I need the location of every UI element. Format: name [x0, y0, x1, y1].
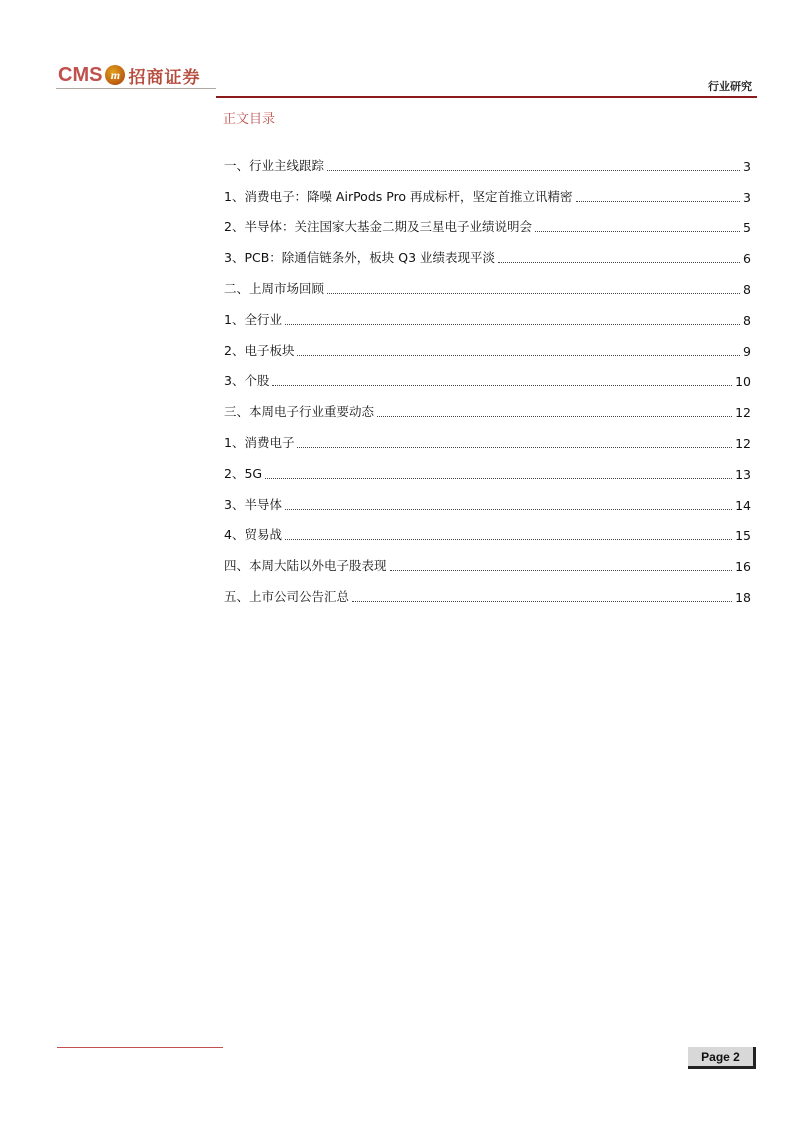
toc-entry[interactable] — [224, 174, 751, 205]
toc-entry-page: 12 — [735, 435, 751, 451]
toc-leader-dots — [327, 292, 740, 294]
toc-entry-label: 3、半导体 — [224, 496, 282, 512]
toc-leader-dots — [576, 200, 740, 202]
toc-entry-label: 1、消费电子：降噪 AirPods Pro 再成标杆，坚定首推立讯精密 — [224, 188, 573, 204]
toc-leader-dots — [390, 569, 733, 571]
toc-entry[interactable] — [224, 266, 751, 297]
toc-entry-page: 13 — [735, 466, 751, 482]
toc-entry-label: 2、半导体：关注国家大基金二期及三星电子业绩说明会 — [224, 219, 532, 235]
toc-leader-dots — [377, 415, 732, 417]
toc-entry-page: 6 — [743, 251, 751, 267]
company-logo — [58, 62, 200, 88]
toc-entry-label: 三、本周电子行业重要动态 — [224, 404, 375, 420]
toc-entry-label: 四、本周大陆以外电子股表现 — [224, 558, 387, 574]
toc-entry[interactable] — [224, 235, 751, 266]
toc-entry[interactable] — [224, 420, 751, 451]
toc-entry-page: 10 — [735, 374, 751, 390]
toc-entry-page: 16 — [735, 559, 751, 575]
toc-title: 正文目录 — [223, 112, 276, 127]
toc-leader-dots — [297, 446, 732, 448]
toc-entry[interactable] — [224, 143, 751, 174]
toc-entry[interactable] — [224, 297, 751, 328]
toc-entry-page: 15 — [735, 528, 751, 544]
toc-leader-dots — [285, 508, 732, 510]
toc-entry[interactable] — [224, 482, 751, 513]
toc-entry-label: 4、贸易战 — [224, 527, 282, 543]
toc-entry-page: 5 — [743, 220, 751, 236]
toc-entry-label: 一、行业主线跟踪 — [224, 157, 325, 173]
toc-entry-label: 1、全行业 — [224, 311, 282, 327]
table-of-contents — [224, 143, 751, 605]
toc-leader-dots — [297, 354, 740, 356]
toc-leader-dots — [265, 477, 732, 479]
toc-entry[interactable] — [224, 389, 751, 420]
toc-entry[interactable] — [224, 574, 751, 605]
toc-entry-page: 12 — [735, 405, 751, 421]
toc-entry-page: 8 — [743, 281, 751, 297]
toc-entry[interactable] — [224, 359, 751, 390]
toc-leader-dots — [285, 323, 740, 325]
header-divider-red — [216, 96, 757, 98]
toc-entry[interactable] — [224, 513, 751, 544]
toc-entry-label: 二、上周市场回顾 — [224, 280, 325, 296]
logo-cms-text: CMS — [58, 63, 103, 86]
logo-badge-icon: m — [105, 65, 125, 85]
toc-entry-page: 3 — [743, 158, 751, 174]
toc-entry-page: 18 — [735, 589, 751, 605]
toc-leader-dots — [535, 230, 740, 232]
toc-entry-page: 9 — [743, 343, 751, 359]
toc-leader-dots — [272, 384, 732, 386]
toc-leader-dots — [327, 169, 740, 171]
toc-entry[interactable] — [224, 543, 751, 574]
toc-entry-page: 14 — [735, 497, 751, 513]
toc-entry-label: 3、个股 — [224, 373, 270, 389]
header-divider-gray — [56, 88, 216, 89]
toc-entry[interactable] — [224, 205, 751, 236]
toc-entry-page: 3 — [743, 189, 751, 205]
logo-chinese-name: 招商证券 — [128, 67, 201, 88]
toc-entry-label: 3、PCB：除通信链条外，板块 Q3 业绩表现平淡 — [224, 250, 496, 266]
toc-entry-label: 2、5G — [224, 465, 263, 481]
toc-entry-label: 1、消费电子 — [224, 434, 295, 450]
section-label: 行业研究 — [708, 80, 752, 93]
toc-leader-dots — [285, 538, 732, 540]
page-number-box: Page 2 — [688, 1047, 756, 1069]
toc-entry[interactable] — [224, 328, 751, 359]
toc-leader-dots — [352, 600, 732, 602]
footer-divider — [57, 1047, 223, 1048]
toc-entry-page: 8 — [743, 312, 751, 328]
toc-entry-label: 2、电子板块 — [224, 342, 295, 358]
toc-leader-dots — [498, 261, 740, 263]
toc-entry-label: 五、上市公司公告汇总 — [224, 588, 350, 604]
toc-entry[interactable] — [224, 451, 751, 482]
